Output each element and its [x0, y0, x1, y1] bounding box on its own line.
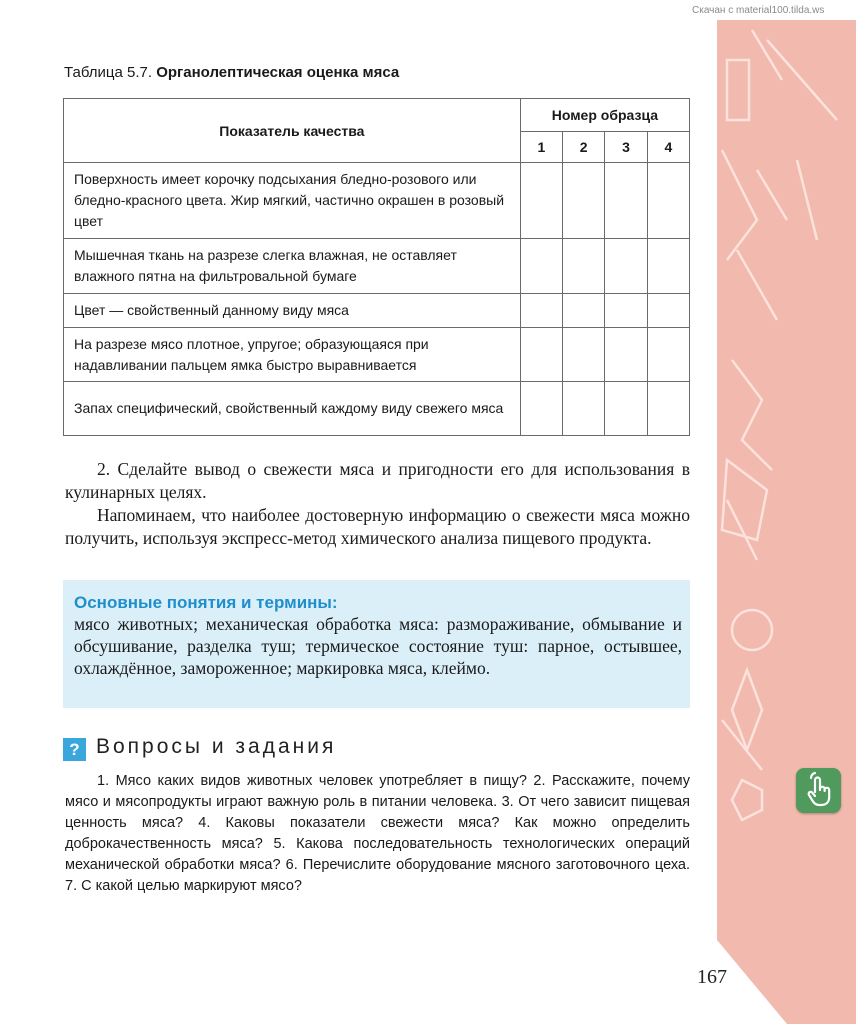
table-row [64, 163, 690, 239]
table-caption-prefix: Таблица 5.7. [64, 64, 153, 81]
decorative-side-band [717, 20, 856, 1024]
criterion-cell: Цвет — свойственный данному виду мяса [64, 294, 521, 328]
table-row [64, 382, 690, 436]
score-cell [563, 382, 605, 436]
table-row [64, 328, 690, 382]
sample-number: 1 [520, 132, 562, 163]
score-cell [605, 382, 647, 436]
task-paragraph: 2. Сделайте вывод о свежести мяса и пригодности его для использования в кулинарных целях. [65, 459, 690, 502]
table-caption-title: Органолептическая оценка мяса [156, 64, 400, 81]
reminder-paragraph: Напоминаем, что наиболее достоверную информацию о свежести мяса можно получить, используя экспресс-метод химического анализа пищевого продукта. [65, 505, 690, 548]
score-cell [520, 382, 562, 436]
table-row [64, 294, 690, 328]
score-cell [563, 163, 605, 239]
sample-number: 3 [605, 132, 647, 163]
score-cell [520, 294, 562, 328]
table-caption [64, 64, 399, 81]
criterion-cell: Поверхность имеет корочку подсыхания бледно-розового или бледно-красного цвета. Жир мягкий, частично окрашен в розовый цвет [64, 163, 521, 239]
questions-heading: Вопросы и задания [96, 735, 337, 758]
score-cell [563, 294, 605, 328]
key-terms-title: Основные понятия и термины: [74, 593, 338, 612]
hand-pointer-icon [796, 768, 841, 813]
score-cell [563, 328, 605, 382]
score-cell [563, 239, 605, 294]
header-indicator: Показатель качества [64, 99, 521, 163]
meat-evaluation-table [63, 98, 690, 436]
score-cell [605, 328, 647, 382]
sample-number: 2 [563, 132, 605, 163]
page-number: 167 [697, 966, 727, 988]
score-cell [520, 328, 562, 382]
score-cell [520, 239, 562, 294]
watermark: Скачан с material100.tilda.ws [692, 5, 825, 16]
questions-text: 1. Мясо каких видов животных человек употребляет в пищу? 2. Расскажите, почему мясо и мясопродукты играют важную роль в питании человека. 3. От чего зависит пищевая ценность мяса? 4. Каковы показатели свежести мяса? Как можно определить доброкачественность мяса? 5. Какова последовательность технологических операций механической обработки мяса? 6. Перечислите оборудование мясного заготовочного цеха. 7. С какой целью маркируют мясо? [65, 773, 690, 894]
header-samples: Номер образца [520, 99, 689, 132]
criterion-cell: Мышечная ткань на разрезе слегка влажная, не оставляет влажного пятна на фильтровальной бумаге [64, 239, 521, 294]
score-cell [647, 294, 689, 328]
criterion-cell: Запах специфический, свойственный каждому виду свежего мяса [64, 382, 521, 436]
score-cell [647, 163, 689, 239]
table-row [64, 239, 690, 294]
score-cell [605, 163, 647, 239]
interactive-button[interactable] [796, 768, 841, 813]
key-terms-text: мясо животных; механическая обработка мяса: размораживание, обмывание и обсушивание, разделка туш; термическое состояние туш: парное, остывшее, охлаждённое, замороженное; маркировка мяса, клеймо. [74, 614, 682, 678]
score-cell [647, 382, 689, 436]
score-cell [520, 163, 562, 239]
score-cell [605, 294, 647, 328]
key-terms-box [63, 580, 690, 708]
question-mark-icon: ? [63, 738, 86, 761]
sample-number: 4 [647, 132, 689, 163]
criterion-cell: На разрезе мясо плотное, упругое; образующаяся при надавливании пальцем ямка быстро выравнивается [64, 328, 521, 382]
score-cell [647, 239, 689, 294]
score-cell [647, 328, 689, 382]
score-cell [605, 239, 647, 294]
